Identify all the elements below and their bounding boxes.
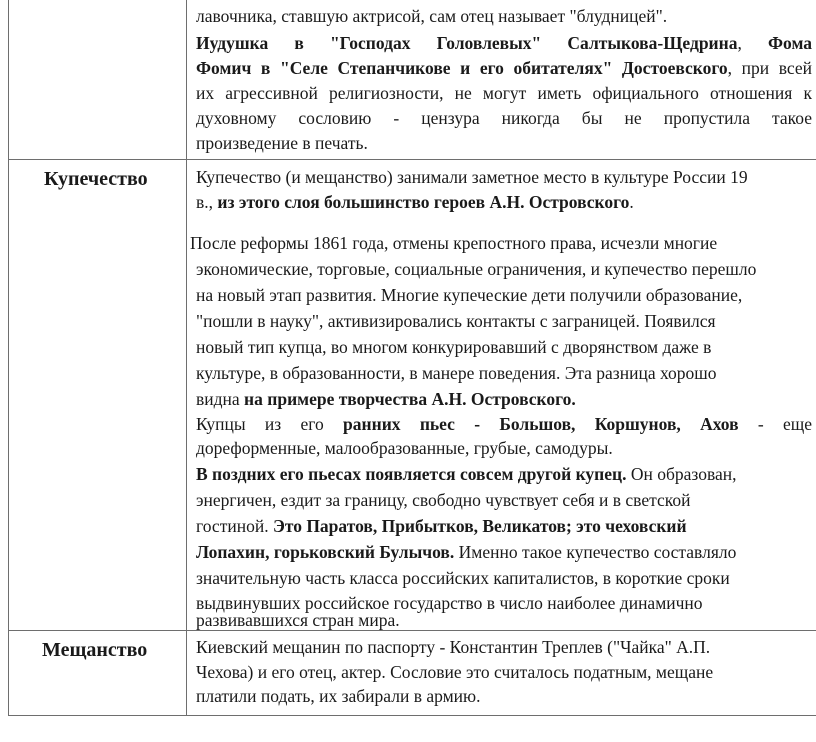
- row2-p2-line-4: "пошли в науку", активизировались контакты с заграницей. Появился: [196, 311, 716, 331]
- row2-text-cell: [190, 160, 813, 630]
- row2-p1-line-1: Купечество (и мещанство) занимали заметное место в культуре России 19: [196, 167, 748, 187]
- new-merchants-names-1: Это Паратов, Прибытков, Великатов; это чеховский: [272, 516, 687, 536]
- row1-text-cell: [196, 0, 812, 159]
- row1-line-4: их агрессивной религиозности, не могут иметь официального отношения к: [196, 83, 812, 103]
- row2-p4-line-4: Лопахин, горьковский Булычов. Именно такое купечество составляло: [196, 542, 737, 562]
- row2-p3-line-1: Купцы из его ранних пьес - Большов, Коршунов, Ахов - еще: [196, 414, 813, 434]
- row1-line-6: произведение в печать.: [196, 133, 368, 153]
- column-divider: [186, 0, 187, 716]
- row-label-meshchanstvo: Мещанство: [42, 639, 148, 661]
- row1-line-1: лавочника, ставшую актрисой, сам отец называет "блудницей".: [196, 6, 668, 26]
- row2-p2-line-5: новый тип купца, во многом конкурировавший с дворянством даже в: [196, 337, 712, 357]
- row2-p2-line-3: на новый этап развития. Многие купеческие дети получили образование,: [196, 285, 743, 305]
- table-bottom-border: [8, 715, 816, 716]
- row1-line-2: Иудушка в "Господах Головлевых" Салтыкова-Щедрина, Фома: [196, 33, 812, 53]
- row-label-kupechestvo: Купечество: [44, 168, 148, 190]
- row2-p4-line-7: развивавшихся стран мира.: [196, 610, 400, 630]
- early-plays-merchants: ранних пьес - Большов, Коршунов, Ахов: [343, 414, 739, 434]
- table-left-border: [8, 0, 9, 716]
- row2-p2-line-6: культуре, в образованности, в манере поведения. Эта разница хорошо: [196, 363, 717, 383]
- row2-p4-line-6: выдвинувших российское государство в число наиболее динамично: [196, 593, 703, 613]
- row1-line-5: духовному сословию - цензура никогда бы не пропустила такое: [196, 108, 812, 128]
- row2-p1-line-2: в., из этого слоя большинство героев А.Н. Островского.: [196, 192, 634, 212]
- row3-line-1: Киевский мещанин по паспорту - Константин Треплев ("Чайка" А.П.: [196, 637, 711, 657]
- row1-line-3: Фомич в "Селе Степанчикове и его обитателях" Достоевского, при всей: [196, 58, 812, 78]
- foma-reference: Фома: [768, 33, 812, 53]
- row2-p4-line-3: гостиной. Это Паратов, Прибытков, Великатов; это чеховский: [196, 516, 687, 536]
- row2-p2-line-2: экономические, торговые, социальные ограничения, и купечество перешло: [196, 259, 757, 279]
- row2-p2-line-1: После реформы 1861 года, отмены крепостного права, исчезли многие: [190, 233, 718, 253]
- row2-p4-line-1: В поздних его пьесах появляется совсем другой купец. Он образован,: [196, 464, 737, 484]
- new-merchants-names-2: Лопахин, горьковский Булычов.: [196, 542, 455, 562]
- row2-p4-line-5: значительную часть класса российских капиталистов, в короткие сроки: [196, 568, 730, 588]
- dostoevsky-reference: Фомич в "Селе Степанчикове и его обитателях" Достоевского: [196, 58, 728, 78]
- late-plays-merchant: В поздних его пьесах появляется совсем другой купец.: [196, 464, 627, 484]
- row2-p3-line-2: дореформенные, малообразованные, грубые, самодуры.: [196, 438, 613, 458]
- saltykov-reference: Иудушка в "Господах Головлевых" Салтыкова-Щедрина: [196, 33, 738, 53]
- row3-line-3: платили подать, их забирали в армию.: [196, 686, 481, 706]
- row2-p4-line-2: энергичен, ездит за границу, свободно чувствует себя и в светской: [196, 490, 691, 510]
- ostrovsky-example: на примере творчества А.Н. Островского.: [244, 389, 576, 409]
- row3-line-2: Чехова) и его отец, актер. Сословие это считалось податным, мещане: [196, 662, 714, 682]
- row2-p2-line-7: видна на примере творчества А.Н. Островского.: [196, 389, 576, 409]
- ostrovsky-heroes: из этого слоя большинство героев А.Н. Островского: [217, 192, 630, 212]
- row3-text-cell: [196, 631, 812, 715]
